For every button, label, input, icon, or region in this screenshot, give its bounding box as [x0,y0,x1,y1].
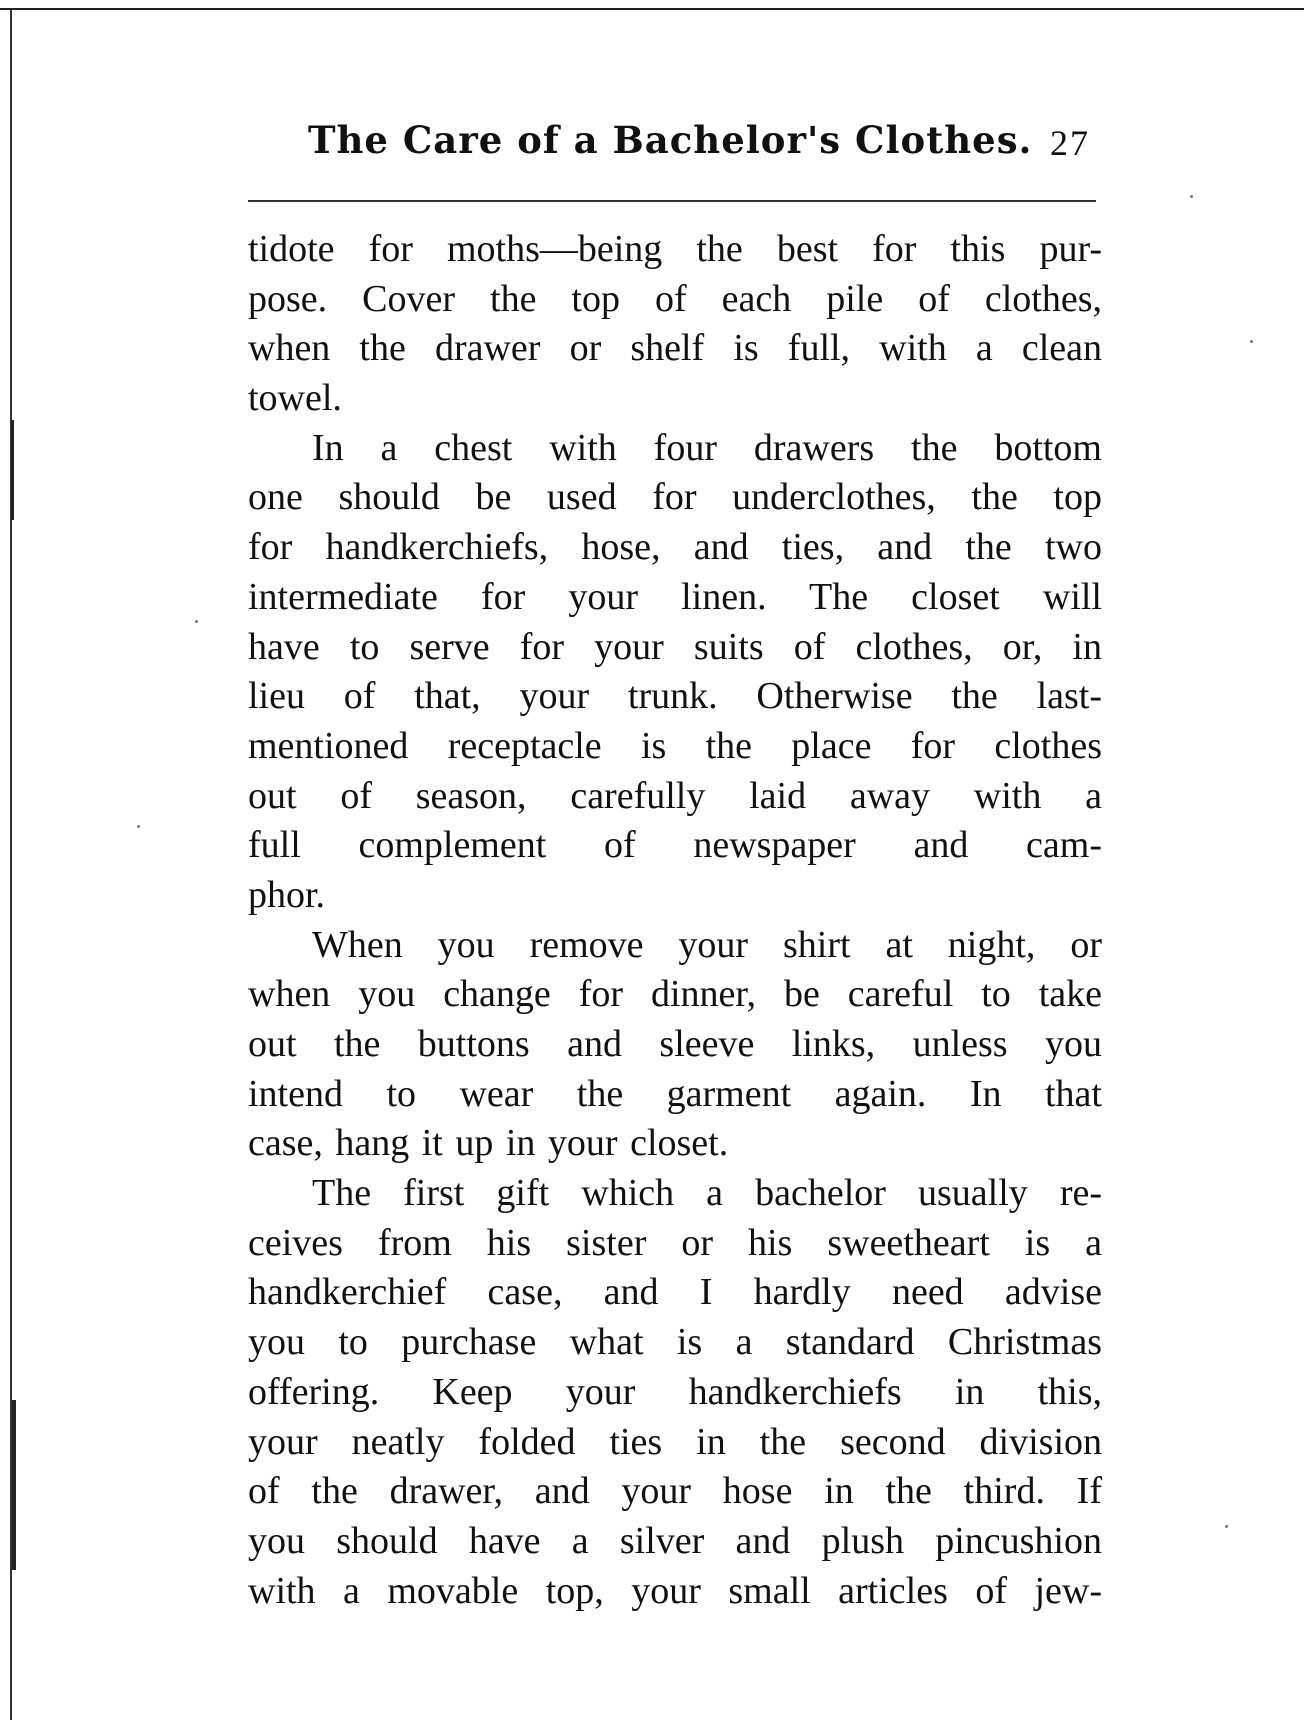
text-line: offering. Keep your handkerchiefs in this, [248,1370,1102,1413]
text-line: one should be used for underclothes, the top [248,476,1102,519]
text-line: for handkerchiefs, hose, and ties, and the two [248,526,1102,569]
text-line: intermediate for your linen. The closet will [248,575,1102,618]
text-line: ceives from his sister or his sweetheart is a [248,1221,1102,1264]
text-line: when the drawer or shelf is full, with a clean [248,327,1102,370]
text-line: When you remove your shirt at night, or [312,923,1102,966]
text-line: pose. Cover the top of each pile of clothes, [248,277,1102,320]
page-top-border [0,8,1304,10]
text-line: towel. [248,377,342,420]
text-line: you should have a silver and plush pincushion [248,1519,1102,1562]
text-line: mentioned receptacle is the place for clothes [248,724,1102,767]
text-line: full complement of newspaper and cam- [248,824,1102,867]
text-line: The first gift which a bachelor usually re- [312,1172,1102,1215]
header-rule [248,200,1096,202]
text-line: when you change for dinner, be careful to take [248,973,1102,1016]
page-number: 27 [1050,123,1090,163]
text-line: you to purchase what is a standard Christmas [248,1321,1102,1364]
text-line: out the buttons and sleeve links, unless you [248,1023,1102,1065]
text-line: of the drawer, and your hose in the third. If [248,1470,1102,1513]
text-line: tidote for moths—being the best for this pur- [248,228,1102,270]
page-header [248,118,1098,178]
running-title: The Care of a Bachelor's Clothes. [308,118,1033,162]
text-line: your neatly folded ties in the second division [248,1420,1102,1463]
text-line: out of season, carefully laid away with a [248,774,1102,817]
text-line: have to serve for your suits of clothes, or, in [248,625,1102,668]
text-line: lieu of that, your trunk. Otherwise the last- [248,675,1102,718]
edge-mark [12,1400,16,1570]
text-line: case, hang it up in your closet. [248,1122,729,1165]
edge-mark [11,420,14,520]
text-line: In a chest with four drawers the bottom [312,426,1102,469]
text-line: phor. [248,873,326,916]
text-line: intend to wear the garment again. In that [248,1072,1102,1115]
body-text [248,225,1102,1616]
text-line: handkerchief case, and I hardly need advise [248,1271,1102,1314]
text-line: with a movable top, your small articles of jew- [248,1569,1102,1612]
